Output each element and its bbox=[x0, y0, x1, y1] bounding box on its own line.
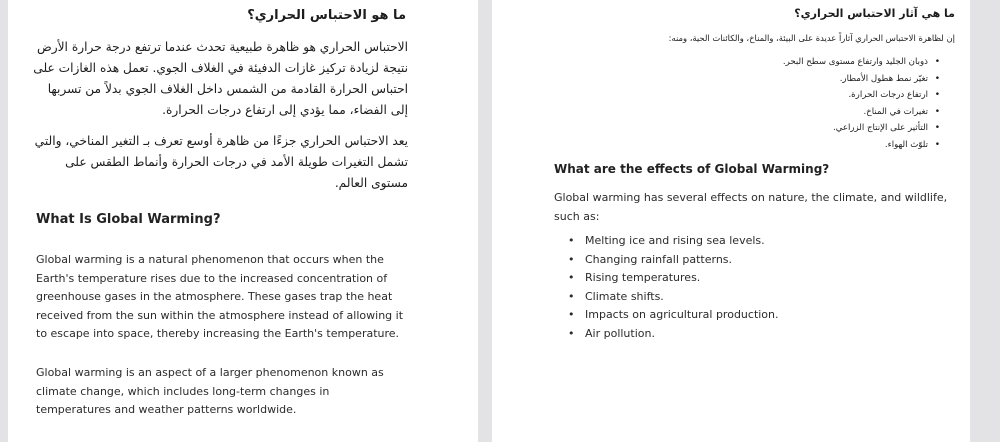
english-paragraph: Global warming is an aspect of a larger phenomenon known as climate change, which includes long-term changes in temperatures and weather patterns worldwide. bbox=[36, 366, 384, 417]
list-item: • Rising temperatures. bbox=[568, 269, 779, 288]
list-item: • ذوبان الجليد وارتفاع مستوى سطح البحر. bbox=[640, 54, 940, 71]
english-heading: What are the effects of Global Warming? bbox=[554, 162, 830, 176]
arabic-paragraph: الاحتباس الحراري هو ظاهرة طبيعية تحدث عندما ترتفع درجة حرارة الأرض نتيجة لزيادة تركيز غازات الدفيئة في الغلاف الجوي. تعمل هذه الغازات على احتباس الحرارة القادمة من الشمس داخل الغلاف الجوي بدلاً من تسربها إلى الفضاء، مما يؤدي إلى ارتفاع درجات الحرارة. bbox=[33, 40, 408, 117]
english-bullet-list bbox=[568, 232, 779, 344]
document-page-right bbox=[492, 0, 970, 442]
list-item: • ارتفاع درجات الحرارة. bbox=[640, 87, 940, 104]
list-item: • Melting ice and rising sea levels. bbox=[568, 232, 779, 251]
english-paragraph: Global warming is a natural phenomenon that occurs when the Earth's temperature rises due to the increased concentration of greenhouse gases in the atmosphere. These gases trap the heat received from the sun within the atmosphere instead of allowing it to escape into space, thereby increasing the Earth's temperature. bbox=[36, 253, 404, 341]
list-item: • Air pollution. bbox=[568, 325, 779, 344]
list-item: • تغيرات في المناخ. bbox=[640, 104, 940, 121]
list-item: • Changing rainfall patterns. bbox=[568, 251, 779, 270]
list-item: • Impacts on agricultural production. bbox=[568, 306, 779, 325]
document-page-left bbox=[8, 0, 478, 442]
arabic-bullet-list bbox=[640, 54, 940, 153]
list-item: • تلوّث الهواء. bbox=[640, 137, 940, 154]
arabic-intro: إن لظاهرة الاحتباس الحراري آثاراً عديدة على البيئة، والمناخ، والكائنات الحية، ومنه: bbox=[668, 33, 955, 43]
arabic-heading: ما هو الاحتباس الحراري؟ bbox=[247, 8, 406, 23]
list-item: • Climate shifts. bbox=[568, 288, 779, 307]
list-item: • تغيّر نمط هطول الأمطار. bbox=[640, 71, 940, 88]
arabic-heading: ما هي آثار الاحتباس الحراري؟ bbox=[794, 7, 955, 20]
english-intro: Global warming has several effects on nature, the climate, and wildlife, such as: bbox=[554, 191, 948, 223]
list-item: • التأثير على الإنتاج الزراعي. bbox=[640, 120, 940, 137]
arabic-paragraph: يعد الاحتباس الحراري جزءًا من ظاهرة أوسع تعرف بـ التغير المناخي، والتي تشمل التغيرات طويلة الأمد في درجات الحرارة وأنماط الطقس على مستوى العالم. bbox=[34, 134, 408, 190]
english-heading: What Is Global Warming? bbox=[36, 212, 221, 227]
